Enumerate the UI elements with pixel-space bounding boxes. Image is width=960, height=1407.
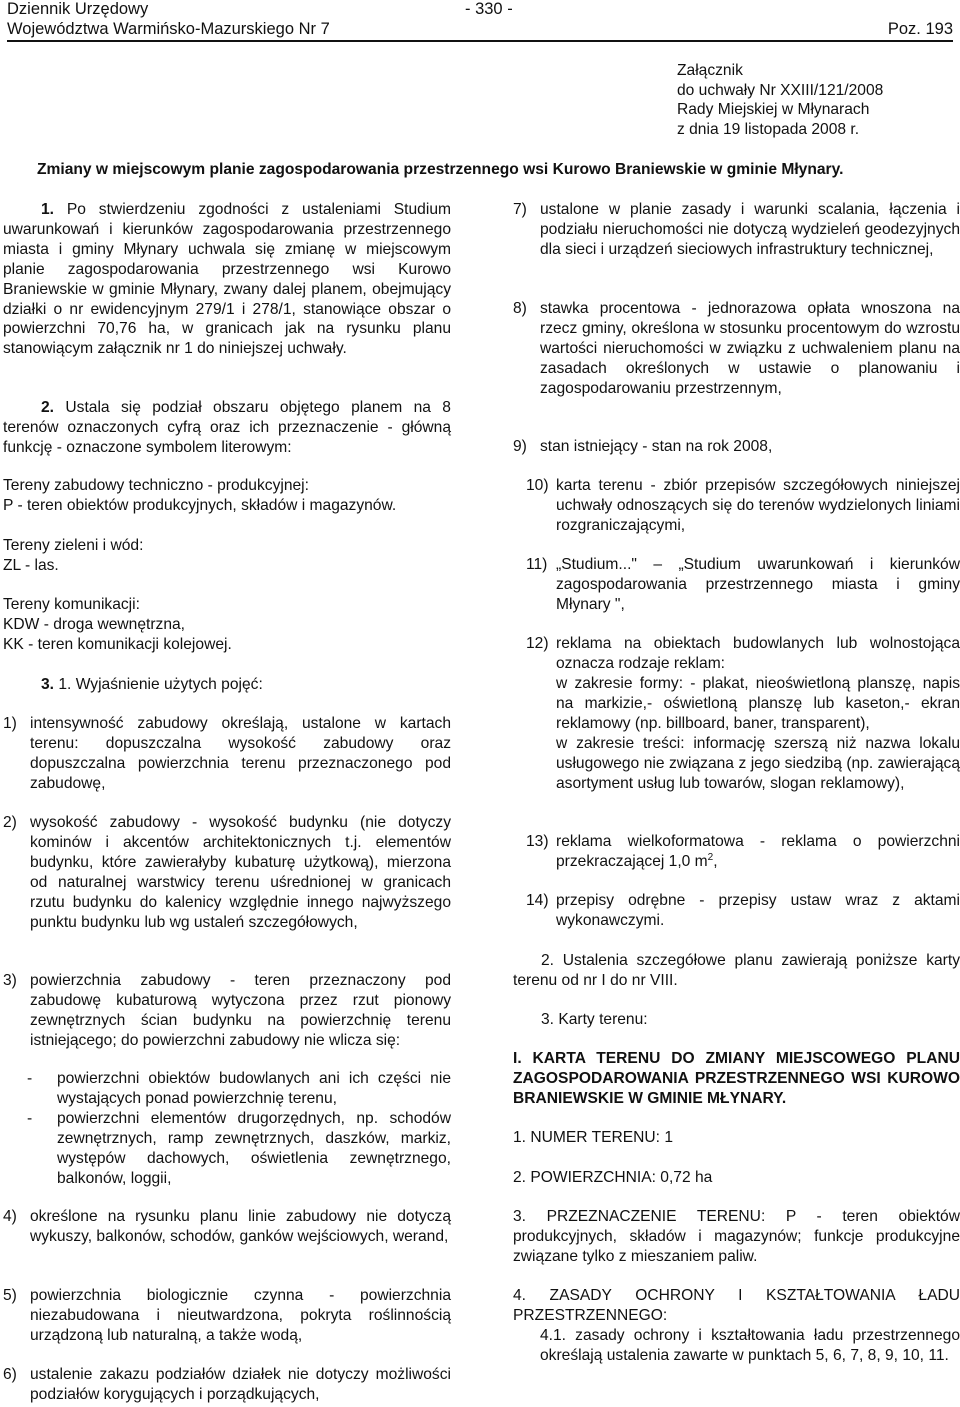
item-bullet: - [27, 1110, 33, 1127]
section-text: Wyjaśnienie użytych pojęć: [75, 676, 263, 693]
card-title: I. KARTA TERENU DO ZMIANY MIEJSCOWEGO PLANU ZAGOSPODAROWANIA PRZESTRZENNEGO WSI KUROWO BRANIEWSKIE W GMINIE MŁYNARY. [513, 1050, 960, 1107]
subsection-number: 1. [58, 676, 72, 693]
item-text: stan istniejący - stan na rok 2008, [540, 438, 773, 455]
item-number: 13) [526, 833, 549, 850]
zone-group-production [3, 476, 451, 516]
item-text: powierzchni elementów drugorzędnych, np. schodów zewnętrznych, ramp zewnętrznych, daszków, markiz, występów dachowych, oświetlenia zewnętrznego, balkonów, loggii, [57, 1110, 451, 1187]
attachment-line: z dnia 19 listopada 2008 r. [677, 120, 860, 138]
item-number: 1) [3, 715, 17, 732]
attachment-line: Rady Miejskiej w Młynarach [677, 101, 870, 118]
paragraph-cards [513, 1010, 960, 1030]
item-number: 6) [3, 1366, 17, 1383]
item-text: reklama na obiektach budowlanych lub wolnostojąca oznacza rodzaje reklam: [556, 635, 960, 672]
item-text: „Studium..." – „Studium uwarunkowań i kierunków zagospodarowania przestrzennego miasta i gminy Młynary ", [556, 556, 960, 613]
item-text [556, 832, 960, 872]
item-text: ustalone w planie zasady i warunki scalania, łączenia i podziału nieruchomości nie dotyczą wydzieleń geodezyjnych dla sieci i urządzeń sieciowych infrastruktury technicznej, [540, 201, 960, 258]
item-number: 10) [526, 477, 549, 494]
item-number: 8) [513, 300, 527, 317]
paragraph-number: 1. [41, 201, 55, 218]
item-number: 11) [526, 556, 548, 573]
attachment-line: do uchwały Nr XXIII/121/2008 [677, 81, 884, 99]
card-field-number: 1. NUMER TERENU: 1 [513, 1129, 674, 1146]
item-number: 9) [513, 438, 527, 455]
item-text: powierzchnia zabudowy - teren przeznaczony pod zabudowę kubaturową wytyczona przez rzut pionowy zewnętrznych ścian budynku na powierzchnię terenu istniejącego; do powierzchni zabudowy nie wlicza się: [30, 972, 451, 1049]
item-text: intensywność zabudowy określają, ustalone w kartach terenu: dopuszczalna wysokość zabudowy oraz dopuszczalna powierzchnia terenu przeznaczonego pod zabudowę, [30, 715, 451, 792]
item-text: stawka procentowa - jednorazowa opłata wnoszona na rzecz gminy, określona w stosunku procentowym do wzrostu wartości nieruchomości w związku z uchwaleniem planu na zasadach określonych w ustawie o planowaniu i zagospodarowaniu przestrzennym, [540, 300, 960, 397]
item-text-main: reklama wielkoformatowa - reklama o powierzchni przekraczającej 1,0 m [556, 833, 960, 870]
card-field-purpose: 3. PRZEZNACZENIE TERENU: P - teren obiektów produkcyjnych, składów i magazynów; funkcje produkcyjne związane tylko z mieszaniem paliw. [513, 1208, 960, 1265]
zone-group-green [3, 536, 451, 576]
paragraph-2 [3, 398, 451, 458]
paragraph-text: 3. Karty terenu: [541, 1011, 648, 1028]
item-text: 4.1. zasady ochrony i kształtowania ładu przestrzennego określają ustalenia zawarte w punktach 5, 6, 7, 8, 9, 10, 11. [540, 1327, 960, 1364]
superscript: 2 [707, 851, 714, 863]
item-bullet: - [27, 1070, 33, 1087]
item-number: 3) [3, 972, 17, 989]
card-field-area: 2. POWIERZCHNIA: 0,72 ha [513, 1169, 713, 1186]
item-text: ustalenie zakazu podziałów działek nie dotyczy możliwości podziałów korygujących i porządkujących, [30, 1366, 451, 1403]
item-number: 12) [526, 635, 549, 652]
section-3-heading [3, 675, 451, 695]
item-number: 2) [3, 814, 17, 831]
item-text: karta terenu - zbiór przepisów szczegółowych niniejszej uchwały odnoszących się do terenów wydzielonych liniami rozgraniczającymi, [556, 477, 960, 534]
item-text: w zakresie treści: informację szerszą niż nazwa lokalu usługowego nie związana z jego siedzibą (np. zawierającą asortyment usług lub towarów, slogan reklamowy), [556, 735, 960, 792]
paragraph-text: Po stwierdzeniu zgodności z ustaleniami Studium uwarunkowań i kierunków zagospodarowania przestrzennego miasta i gminy Młynary uchwala się zmianę w miejscowym planie zagospodarowania przestrzennego wsi Kurowo Braniewskie w gminie Młynary, zwany dalej planem, obejmujący działki o nr ewidencyjnym 279/1 i 278/1, stanowiące obszar o powierzchni 70,76 ha, w granicach jak na rysunku planu stanowiącym załącznik nr 1 do niniejszej uchwały. [3, 201, 451, 358]
journal-name: Dziennik Urzędowy [7, 0, 149, 18]
item-text: przepisy odrębne - przepisy ustaw wraz z aktami wykonawczymi. [556, 892, 960, 929]
zone-group-heading: Tereny zieleni i wód: [3, 537, 144, 554]
item-text-end: , [713, 852, 718, 870]
item-number: 5) [3, 1287, 17, 1304]
section-number: 3. [41, 676, 55, 693]
zone-item: KDW - droga wewnętrzna, [3, 615, 185, 633]
item-text: w zakresie formy: - plakat, nieoświetloną planszę, napis na markizie,- oświetloną planszę lub kaseton,- ekran reklamowy (np. billboard, baner, transparent), [556, 675, 960, 732]
item-text: wysokość zabudowy - wysokość budynku (nie dotyczy kominów i akcentów architektonicznych t.j. elementów budynku, które zawierałyby kubaturę użytkową), mierzona od naturalnej warstwicy terenu uśrednionej w granicach rzutu budynku do kalenicy względnie innego najwyższego punktu budynku lub wg ustaleń szczegółowych, [30, 814, 451, 931]
zone-group-transport [3, 595, 451, 655]
item-text: powierzchni obiektów budowlanych ani ich części nie wystających ponad powierzchnię terenu, [57, 1070, 451, 1107]
page-number: - 330 - [465, 0, 513, 18]
paragraph-text: Ustala się podział obszaru objętego planem na 8 terenów oznaczonych cyfrą oraz ich przeznaczenie - główną funkcję - oznaczone symbolem literowym: [3, 399, 451, 456]
zone-item: ZL - las. [3, 556, 59, 574]
item-text: powierzchnia biologicznie czynna - powierzchnia niezabudowana i nieutwardzona, pokryta roślinnością urządzoną lub naturalną, a także wodą, [30, 1287, 451, 1344]
paragraph-detailed-settings [513, 951, 960, 991]
paragraph-text: 2. Ustalenia szczegółowe planu zawierają poniższe karty terenu od nr I do nr VIII. [513, 952, 960, 989]
card-field-spatial-order: 4. ZASADY OCHRONY I KSZTAŁTOWANIA ŁADU PRZESTRZENNEGO: [513, 1287, 960, 1324]
paragraph-number: 2. [41, 399, 55, 416]
left-column [3, 0, 451, 1407]
item-number: 14) [526, 892, 549, 909]
zone-group-heading: Tereny komunikacji: [3, 596, 140, 613]
attachment-line: Załącznik [677, 62, 743, 79]
item-number: 4) [3, 1208, 17, 1225]
item-number: 7) [513, 201, 527, 218]
zone-item: KK - teren komunikacji kolejowej. [3, 635, 232, 653]
zone-item: P - teren obiektów produkcyjnych, składów i magazynów. [3, 496, 397, 514]
paragraph-1 [3, 200, 451, 359]
voivodeship-name: Województwa Warmińsko-Mazurskiego Nr 7 [7, 20, 330, 38]
zone-group-heading: Tereny zabudowy techniczno - produkcyjnej: [3, 477, 309, 494]
position-number: Poz. 193 [887, 20, 953, 38]
right-column [513, 0, 960, 1407]
item-text: określone na rysunku planu linie zabudowy nie dotyczą wykuszy, balkonów, schodów, ganków wejściowych, werand, [30, 1208, 451, 1245]
document-title: Zmiany w miejscowym planie zagospodarowania przestrzennego wsi Kurowo Braniewskie w gminie Młynary. [37, 161, 844, 178]
